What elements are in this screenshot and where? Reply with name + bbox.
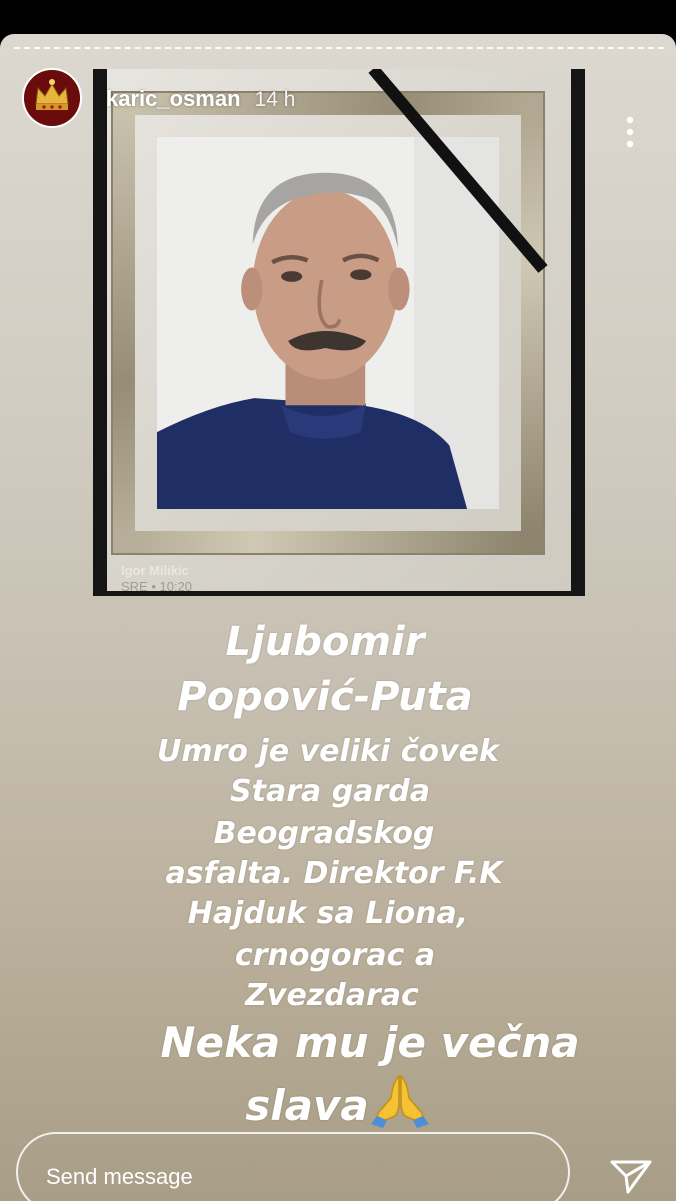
- status-area: [0, 0, 676, 34]
- username[interactable]: karic_osman: [106, 86, 241, 111]
- folded-hands-icon: [369, 1072, 431, 1128]
- story-progress-bar: [14, 47, 664, 49]
- message-line: Beogradskog: [213, 816, 435, 851]
- more-options-button[interactable]: [616, 114, 644, 154]
- tribute-line-2: [0, 1072, 676, 1130]
- story-card[interactable]: [0, 34, 676, 1201]
- send-button[interactable]: [608, 1156, 654, 1196]
- message-line: crnogorac a: [234, 938, 436, 973]
- send-message-placeholder: Send message: [46, 1164, 193, 1189]
- avatar[interactable]: [22, 68, 82, 128]
- name-line-2: Popović-Puta: [177, 674, 473, 720]
- photo-watermark: [121, 563, 192, 595]
- memorial-photo: [93, 69, 585, 596]
- message-line: Hajduk sa Liona,: [187, 896, 469, 931]
- send-paper-plane-icon: [608, 1156, 654, 1196]
- more-vertical-icon: [616, 114, 644, 154]
- tribute-line-1: Neka mu je večna: [160, 1018, 580, 1067]
- timestamp: 14 h: [254, 88, 296, 111]
- message-line: Stara garda: [230, 774, 430, 809]
- message-line: asfalta. Direktor F.K: [165, 856, 503, 891]
- message-line: Umro je veliki čovek: [157, 734, 499, 769]
- tribute-word: slava: [245, 1081, 369, 1130]
- name-line-1: Ljubomir: [225, 619, 425, 665]
- photo-caption-name: Igor Milikic: [121, 563, 189, 578]
- photo-caption-time: SRE • 10:20: [121, 579, 193, 594]
- crown-logo-icon: [24, 70, 80, 126]
- message-line: Zvezdarac: [245, 978, 419, 1013]
- send-message-input[interactable]: [16, 1132, 570, 1201]
